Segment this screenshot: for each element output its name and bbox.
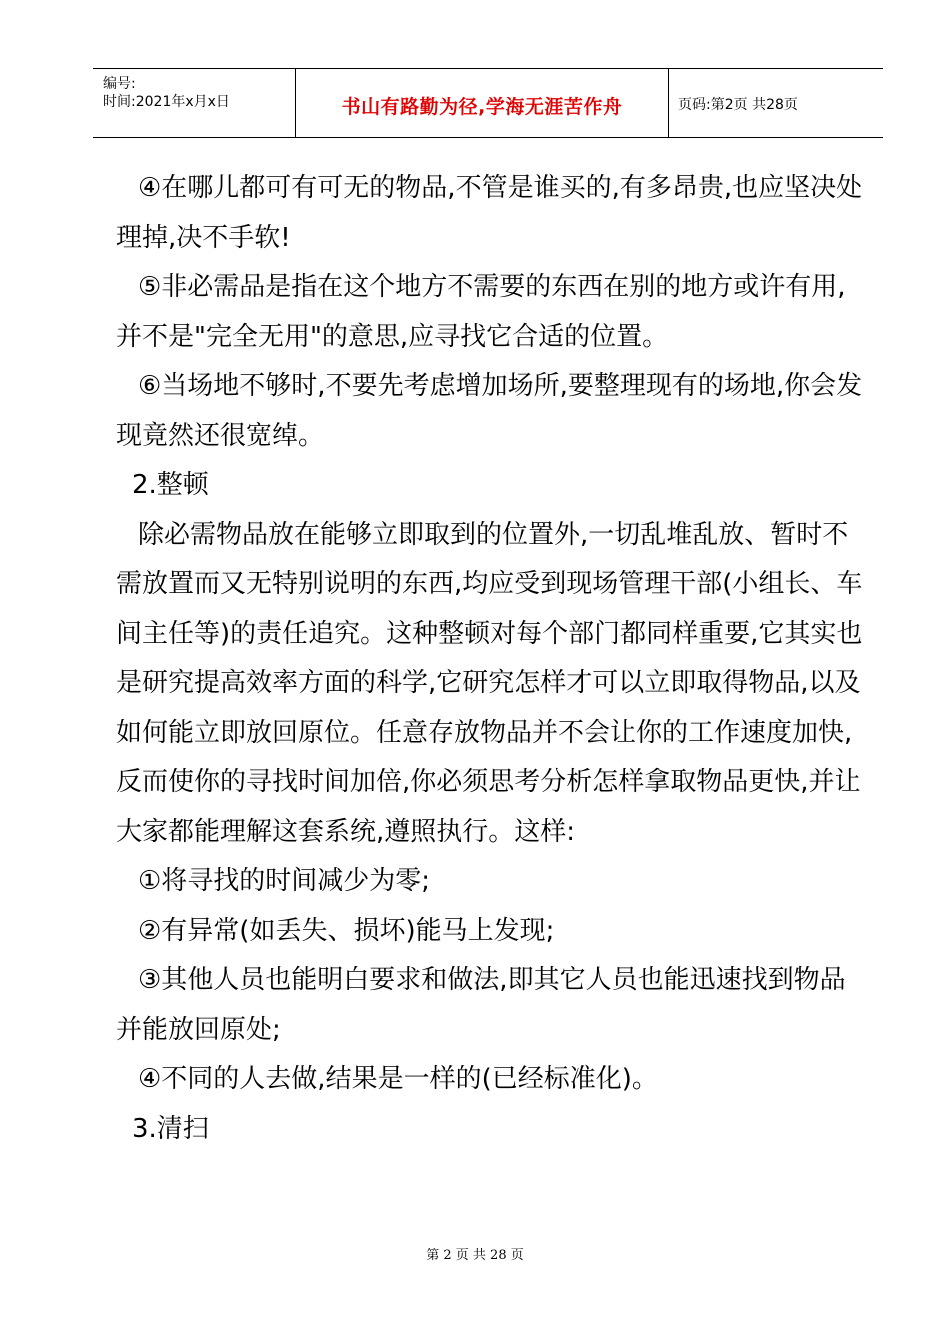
- document-body: [116, 164, 866, 1154]
- page-footer: 第 2 页 共 28 页: [426, 1248, 524, 1263]
- header-motto-cell: [295, 69, 669, 137]
- list-item-1: ①将寻找的时间减少为零;: [138, 866, 431, 896]
- header-number-label: 编号:: [103, 76, 136, 92]
- document-header: [93, 68, 883, 138]
- paragraph-zhengdun-body: 除必需物品放在能够立即取到的位置外,一切乱堆乱放、暂时不需放置而又无特别说明的东西,均应受到现场管理干部(小组长、车间主任等)的责任追究。这种整顿对每个部门都同样重要,它其实也是研究提高效率方面的科学,它研究怎样才可以立即取得物品,以及如何能立即放回原位。任意存放物品并不会让你的工作速度加快,反而使你的寻找时间加倍,你必须思考分析怎样拿取物品更快,并让大家都能理解这套系统,遵照执行。这样:: [116, 519, 863, 847]
- section-heading-zhengdun: 2.整顿: [132, 470, 209, 500]
- header-page-label: 页码:第2页 共28页: [678, 97, 798, 113]
- list-item-3: ③其他人员也能明白要求和做法,即其它人员也能迅速找到物品并能放回原处;: [116, 965, 846, 1045]
- header-page-cell: [668, 69, 883, 137]
- list-item-4: ④不同的人去做,结果是一样的(已经标准化)。: [138, 1064, 658, 1094]
- section-heading-qingsao: 3.清扫: [132, 1113, 209, 1144]
- paragraph-item-4: ④在哪儿都可有可无的物品,不管是谁买的,有多昂贵,也应坚决处理掉,决不手软!: [116, 173, 863, 253]
- paragraph-item-6: ⑥当场地不够时,不要先考虑增加场所,要整理现有的场地,你会发现竟然还很宽绰。: [116, 371, 863, 451]
- header-info-cell: [93, 69, 295, 137]
- list-item-2: ②有异常(如丢失、损坏)能马上发现;: [138, 915, 555, 946]
- paragraph-item-5: ⑤非必需品是指在这个地方不需要的东西在别的地方或许有用,并不是"完全无用"的意思,应寻找它合适的位置。: [116, 272, 846, 352]
- header-motto: 书山有路勤为径,学海无涯苦作舟: [341, 96, 623, 118]
- header-time-label: 时间:2021年x月x日: [103, 94, 230, 110]
